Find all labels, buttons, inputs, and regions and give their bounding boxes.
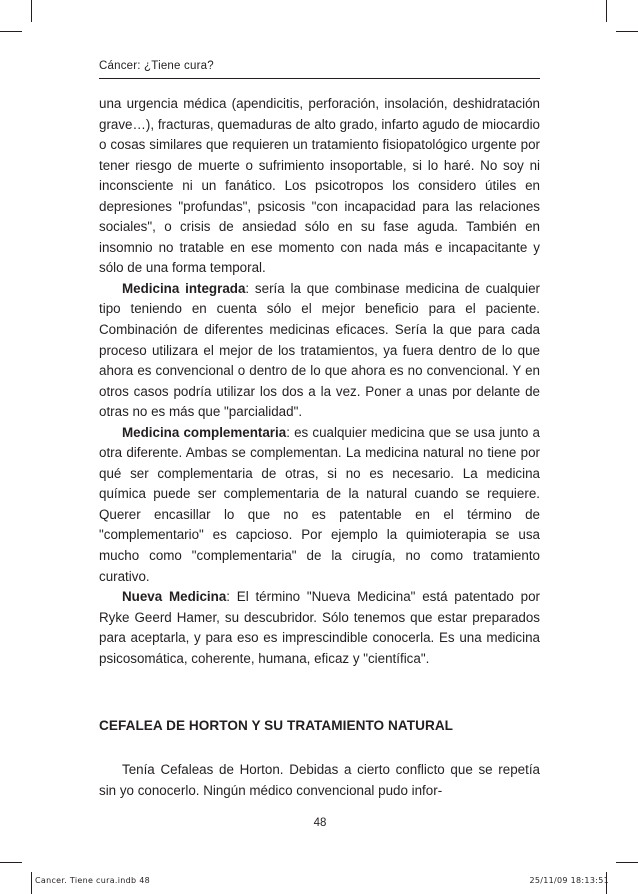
paragraph-medicina-complementaria xyxy=(99,423,540,587)
page-number: 48 xyxy=(313,817,327,829)
crop-mark-top-left-vertical xyxy=(31,0,32,22)
section-paragraph: Tenía Cefaleas de Horton. Debidas a cierto conflicto que se repetía sin yo conocerlo. Ningún médico convencional pudo infor- xyxy=(99,762,540,798)
slug-datetime: 25/11/09 18:13:51 xyxy=(529,876,609,885)
paragraph-medicina-integrada xyxy=(99,279,540,423)
term-medicina-integrada: Medicina integrada xyxy=(122,280,246,296)
running-head: Cáncer: ¿Tiene cura? xyxy=(99,60,214,72)
crop-mark-top-right-horizontal xyxy=(616,31,638,32)
term-medicina-complementaria: Medicina complementaria xyxy=(122,424,287,440)
definition-medicina-integrada: : sería la que combinase medicina de cualquier tipo teniendo en cuenta sólo el mejor beneficio para el paciente. Combinación de diferentes medicinas eficaces. Sería la que para cada proceso utilizara el mejor de los tratamientos, ya fuera dentro de lo que ahora es convencional o dentro de lo que ahora es no convencional. Y en otros casos podría utilizar los dos a la vez. Poner a unas por delante de otras no es más que "parcialidad". xyxy=(99,280,540,420)
paragraph-nueva-medicina xyxy=(99,587,540,669)
body-text xyxy=(99,94,540,669)
definition-medicina-complementaria: : es cualquier medicina que se usa junto a otra diferente. Ambas se complementan. La medicina natural no tiene por qué ser complementaria de otras, si no es necesario. La medicina química puede ser complementaria de la natural cuando se requiere. Querer encasillar lo que no es patentable en el término de "complementario" es capcioso. Por ejemplo la quimioterapia se usa mucho como "complementaria" de la cirugía, no como tratamiento curativo. xyxy=(99,424,540,584)
slug-filename: Cancer. Tiene cura.indb 48 xyxy=(35,876,151,885)
crop-mark-bottom-left-horizontal xyxy=(0,862,22,863)
header-rule xyxy=(99,78,540,79)
term-nueva-medicina: Nueva Medicina xyxy=(122,589,227,605)
crop-mark-top-right-vertical xyxy=(606,0,607,22)
crop-mark-bottom-left-vertical xyxy=(31,872,32,894)
section-text xyxy=(99,760,540,801)
paragraph-continuation: una urgencia médica (apendicitis, perforación, insolación, deshidratación grave…), fracturas, quemaduras de alto grado, infarto agudo de miocardio o cosas similares que requieren un tratamiento fisiopatológico urgente por tener riesgo de muerte o sufrimiento insoportable, si lo haré. No soy ni inconsciente ni un fanático. Los psicotropos los considero útiles en depresiones "profundas", psicosis "con incapacidad para las relaciones sociales", o crisis de ansiedad sólo en su fase aguda. También en insomnio no tratable en ese momento con nada más e incapacitante y sólo de una forma temporal. xyxy=(99,96,540,276)
crop-mark-top-left-horizontal xyxy=(0,31,22,32)
crop-mark-bottom-right-horizontal xyxy=(616,862,638,863)
section-heading: CEFALEA DE HORTON Y SU TRATAMIENTO NATURAL xyxy=(99,718,454,733)
definition-nueva-medicina: : El término "Nueva Medicina" está patentado por Ryke Geerd Hamer, su descubridor. Sólo tenemos que estar preparados para aceptarla, y para eso es imprescindible conocerla. Es una medicina psicosomática, coherente, humana, eficaz y "científica". xyxy=(99,589,540,666)
